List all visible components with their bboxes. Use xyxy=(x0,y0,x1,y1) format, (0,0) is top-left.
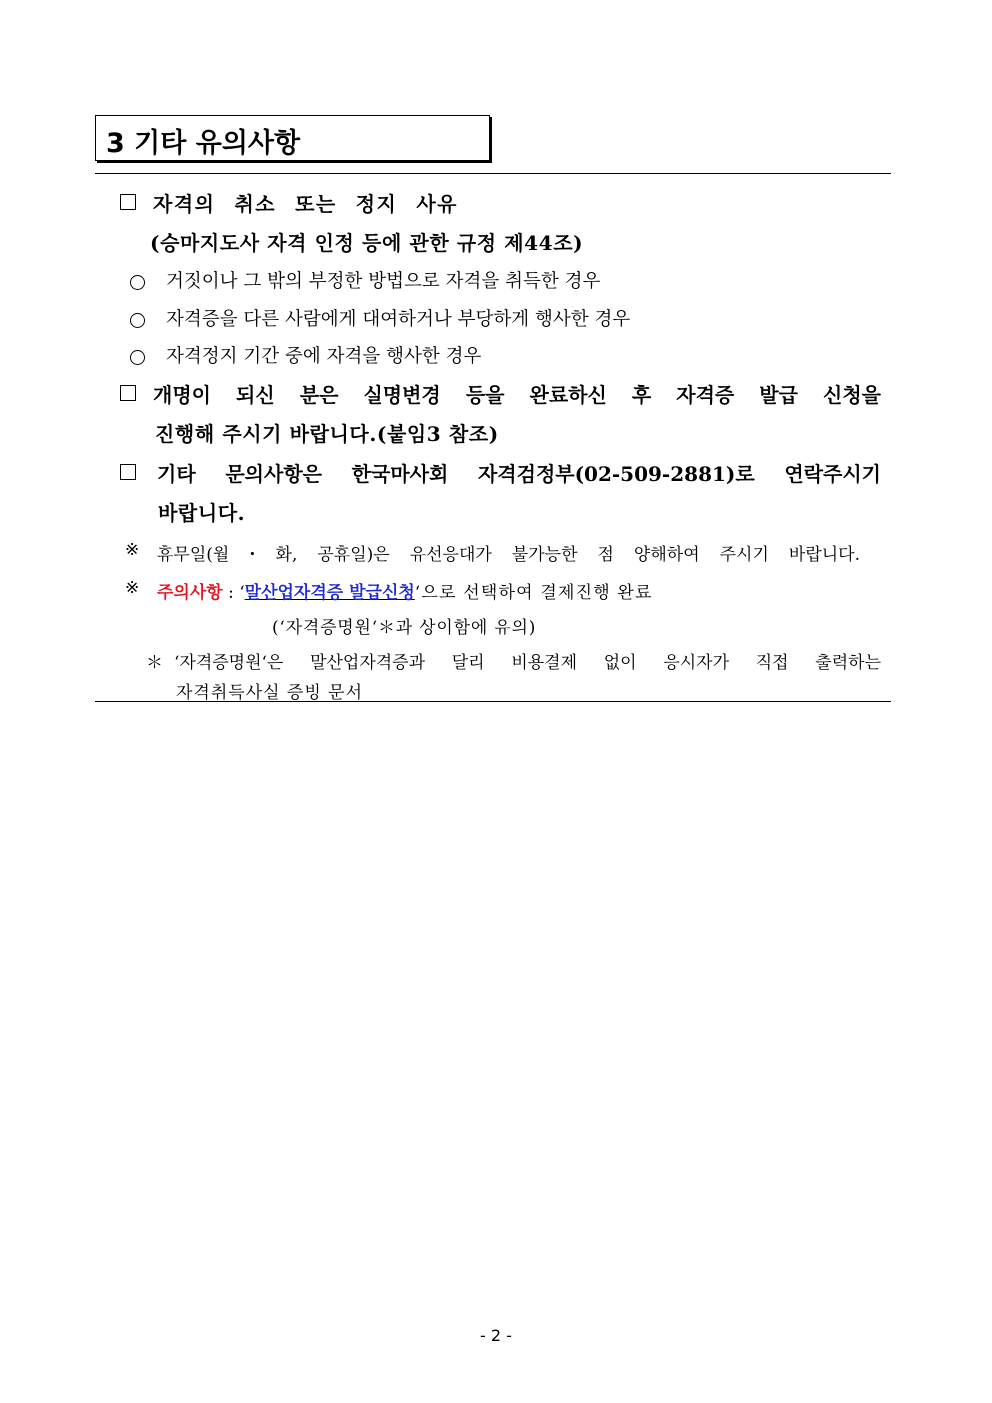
reference-mark-icon: ※ xyxy=(125,578,140,598)
caution-rest: ‘으로 선택하여 결제진행 완료 xyxy=(414,583,653,603)
square-bullet-icon xyxy=(120,194,136,210)
grounds-item: 거짓이나 그 밖의 부정한 방법으로 자격을 취득한 경우 xyxy=(166,271,601,292)
grounds-heading: 자격의 취소 또는 정지 사유 xyxy=(153,192,458,216)
grounds-reference: (승마지도사 자격 인정 등에 관한 규정 제44조) xyxy=(150,231,584,255)
grounds-item: 자격증을 다른 사람에게 대여하거나 부당하게 행사한 경우 xyxy=(166,309,631,330)
caution-sub: (‘자격증명원‘＊과 상이함에 유의) xyxy=(272,618,537,638)
grounds-item: 자격정지 기간 중에 자격을 행사한 경우 xyxy=(166,346,482,367)
caution-link[interactable]: 말산업자격증 발급신청 xyxy=(244,583,415,603)
inquiry-line2: 바랍니다. xyxy=(158,501,246,525)
section-title: 3 기타 유의사항 xyxy=(106,128,301,159)
caution-colon: : xyxy=(222,583,240,603)
quote-open: ‘ xyxy=(239,583,245,603)
circle-bullet-icon xyxy=(130,350,145,365)
footnote-line1: ‘자격증명원‘은 말산업자격증과 달리 비용결제 없이 응시자가 직접 출력하는 xyxy=(174,653,881,673)
top-divider xyxy=(95,173,891,174)
bottom-divider xyxy=(95,701,891,702)
asterisk-icon: ＊ xyxy=(146,653,163,673)
circle-bullet-icon xyxy=(130,275,145,290)
page-number: - 2 - xyxy=(480,1326,512,1345)
holiday-note: 휴무일(월・화, 공휴일)은 유선응대가 불가능한 점 양해하여 주시기 바랍니다. xyxy=(157,545,860,565)
square-bullet-icon xyxy=(120,385,136,401)
caution-label: 주의사항 xyxy=(157,583,223,603)
reference-mark-icon: ※ xyxy=(125,540,140,560)
section-title-box xyxy=(95,115,490,161)
caution-note xyxy=(157,578,653,603)
inquiry-line1: 기타 문의사항은 한국마사회 자격검정부(02-509-2881)로 연락주시기 xyxy=(157,462,881,486)
name-change-line1: 개명이 되신 분은 실명변경 등을 완료하신 후 자격증 발급 신청을 xyxy=(153,383,881,407)
circle-bullet-icon xyxy=(130,313,145,328)
footnote-line2: 자격취득사실 증빙 문서 xyxy=(176,683,364,703)
square-bullet-icon xyxy=(120,464,136,480)
name-change-line2: 진행해 주시기 바랍니다.(붙임3 참조) xyxy=(155,422,499,446)
